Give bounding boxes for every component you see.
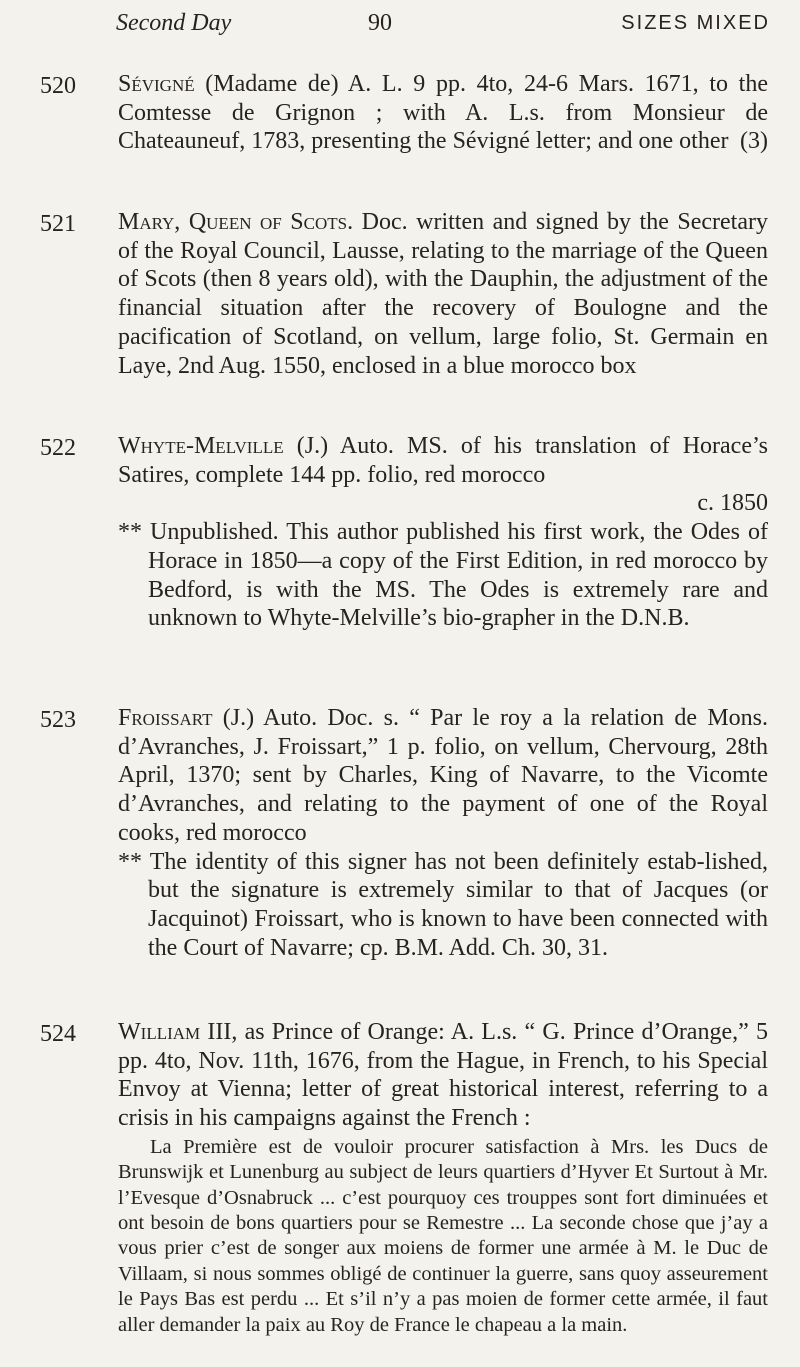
entry-description	[118, 208, 768, 380]
lot-number: 524	[40, 1021, 76, 1047]
lot-number: 522	[40, 435, 76, 461]
entry-text: (J.) Auto. MS. of his translation of Horace’s Satires, complete 144 pp. folio, red morocco	[118, 433, 768, 488]
entry-text: (Madame de) A. L. 9 pp. 4to, 24-6 Mars. 1671, to the Comtesse de Grignon ; with A. L.s. from Monsieur de Chateauneuf, 1783, presenting the Sévigné letter; and one other	[118, 71, 768, 155]
entry-description	[118, 704, 768, 962]
entry-note: ** The identity of this signer has not been definitely estab-lished, but the signature is extremely similar to that of Jacques (or Jacquinot) Froissart, who is known to have been connected with the Court of Navarre; cp. B.M. Add. Ch. 30, 31.	[118, 848, 768, 961]
entry-heading: Froissart	[118, 705, 213, 731]
page-header	[0, 8, 800, 48]
entry-note: ** Unpublished. This author published his first work, the Odes of Horace in 1850—a copy of the First Edition, in red morocco by Bedford, is with the MS. The Odes is extremely rare and unknown to Whyte-Melville’s bio-grapher in the D.N.B.	[118, 519, 768, 632]
running-head-right: SIZES MIXED	[621, 12, 770, 34]
entry-quantity: (3)	[740, 128, 768, 155]
entry-text: Doc. written and signed by the Secretary of the Royal Council, Lausse, relating to the marriage of the Queen of Scots (then 8 years old), with the Dauphin, the adjustment of the financial situation after the recovery of Boulogne and the pacification of Scotland, on vellum, large folio, St. Germain en Laye, 2nd Aug. 1550, enclosed in a blue morocco box	[118, 209, 768, 379]
entry-description	[118, 432, 768, 633]
entry-date: c. 1850	[697, 490, 768, 517]
entry-quotation: La Première est de vouloir procurer satisfaction à Mrs. les Ducs de Brunswijk et Lunenburg au subject de leurs quartiers d’Hyver Et Surtout à Mr. l’Evesque d’Osnabruck ... c’est pourquoy ces trouppes sont fort diminuées et ont besoin de bons quartiers pour se Remestre ... La seconde chose que j’ay a vous prier c’est de songer aux moiens de former une armée à M. le Duc de Villaam, si nous sommes obligé de continuer la guerre, sans quoy asseurement le Pays Bas est perdu ... Et s’il n’y a pas moien de former cette armée, il faut aller demander la paix au Roy de France le chapeau a la main.	[118, 1135, 768, 1336]
entry-description	[118, 70, 768, 156]
entry-heading: William III,	[118, 1019, 238, 1045]
lot-number: 521	[40, 211, 76, 237]
entry-text: as Prince of Orange: A. L.s. “ G. Prince d’Orange,” 5 pp. 4to, Nov. 11th, 1676, from the Hague, in French, to his Special Envoy at Vienna; letter of great historical interest, referring to a crisis in his campaigns against the French :	[118, 1019, 768, 1132]
entry-text: (J.) Auto. Doc. s. “ Par le roy a la relation de Mons. d’Avranches, J. Froissart,” 1 p. folio, on vellum, Chervourg, 28th April, 1370; sent by Charles, King of Navarre, to the Vicomte d’Avranches, and relating to the payment of one of the Royal cooks, red morocco	[118, 705, 768, 846]
entry-heading: Whyte-Melville	[118, 433, 284, 459]
running-head-left: Second Day	[116, 10, 232, 36]
page-number: 90	[368, 10, 392, 36]
entry-heading: Sévigné	[118, 71, 195, 97]
entry-description	[118, 1018, 768, 1338]
lot-number: 520	[40, 73, 76, 99]
entry-heading: Mary, Queen of Scots.	[118, 209, 354, 235]
lot-number: 523	[40, 707, 76, 733]
